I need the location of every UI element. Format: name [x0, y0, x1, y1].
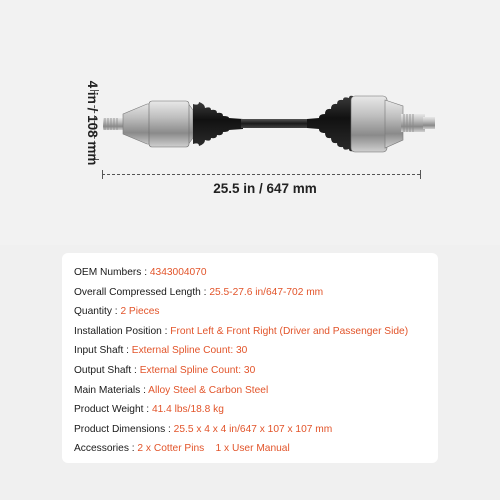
spec-compressed-length: [74, 283, 408, 303]
length-dimension-cap-right: [420, 170, 421, 179]
spec-label: Output Shaft :: [74, 364, 140, 376]
spec-product-weight: [74, 400, 408, 420]
spec-value: 4343004070: [149, 267, 207, 278]
spec-label: Quantity :: [74, 306, 121, 318]
spec-quantity: [74, 302, 408, 322]
spec-value: Front Left & Front Right (Driver and Passenger Side): [170, 325, 409, 337]
spec-label: Input Shaft :: [74, 345, 132, 357]
spec-input-shaft: [74, 341, 408, 361]
spec-oem-numbers: [74, 263, 408, 283]
spec-label: Product Dimensions :: [74, 423, 174, 435]
spec-value: 2 Pieces: [120, 306, 160, 318]
height-dimension-label: 4 in / 108 mm: [85, 80, 100, 166]
spec-output-shaft: [74, 361, 408, 381]
spec-product-dimensions: [74, 420, 408, 440]
cv-axle-image: [95, 88, 440, 158]
spec-value: 41.4 lbs/18.8 kg: [151, 404, 224, 416]
product-image-area: [0, 0, 500, 245]
spec-value: External Spline Count: 30: [131, 345, 248, 357]
specifications-card: [62, 253, 438, 463]
spec-label: Accessories :: [74, 443, 138, 455]
spec-value: 2 x Cotter Pins 1 x User Manual: [137, 443, 290, 455]
spec-installation-position: [74, 322, 408, 342]
specifications-list: [74, 263, 408, 459]
spec-label: Installation Position :: [74, 325, 171, 337]
spec-main-materials: [74, 381, 408, 401]
spec-label: Product Weight :: [74, 404, 152, 416]
spec-value: 25.5 x 4 x 4 in/647 x 107 x 107 mm: [173, 423, 333, 435]
length-dimension-cap-left: [102, 170, 103, 179]
spec-value: External Spline Count: 30: [139, 364, 256, 376]
spec-label: Overall Compressed Length :: [74, 286, 210, 298]
spec-value: Alloy Steel & Carbon Steel: [148, 384, 269, 396]
spec-value: 25.5-27.6 in/647-702 mm: [209, 286, 324, 298]
length-dimension-label: 25.5 in / 647 mm: [213, 181, 317, 196]
spec-label: Main Materials :: [74, 384, 149, 396]
spec-accessories: [74, 439, 408, 459]
spec-label: OEM Numbers :: [74, 267, 150, 278]
length-dimension-line: [102, 174, 420, 175]
